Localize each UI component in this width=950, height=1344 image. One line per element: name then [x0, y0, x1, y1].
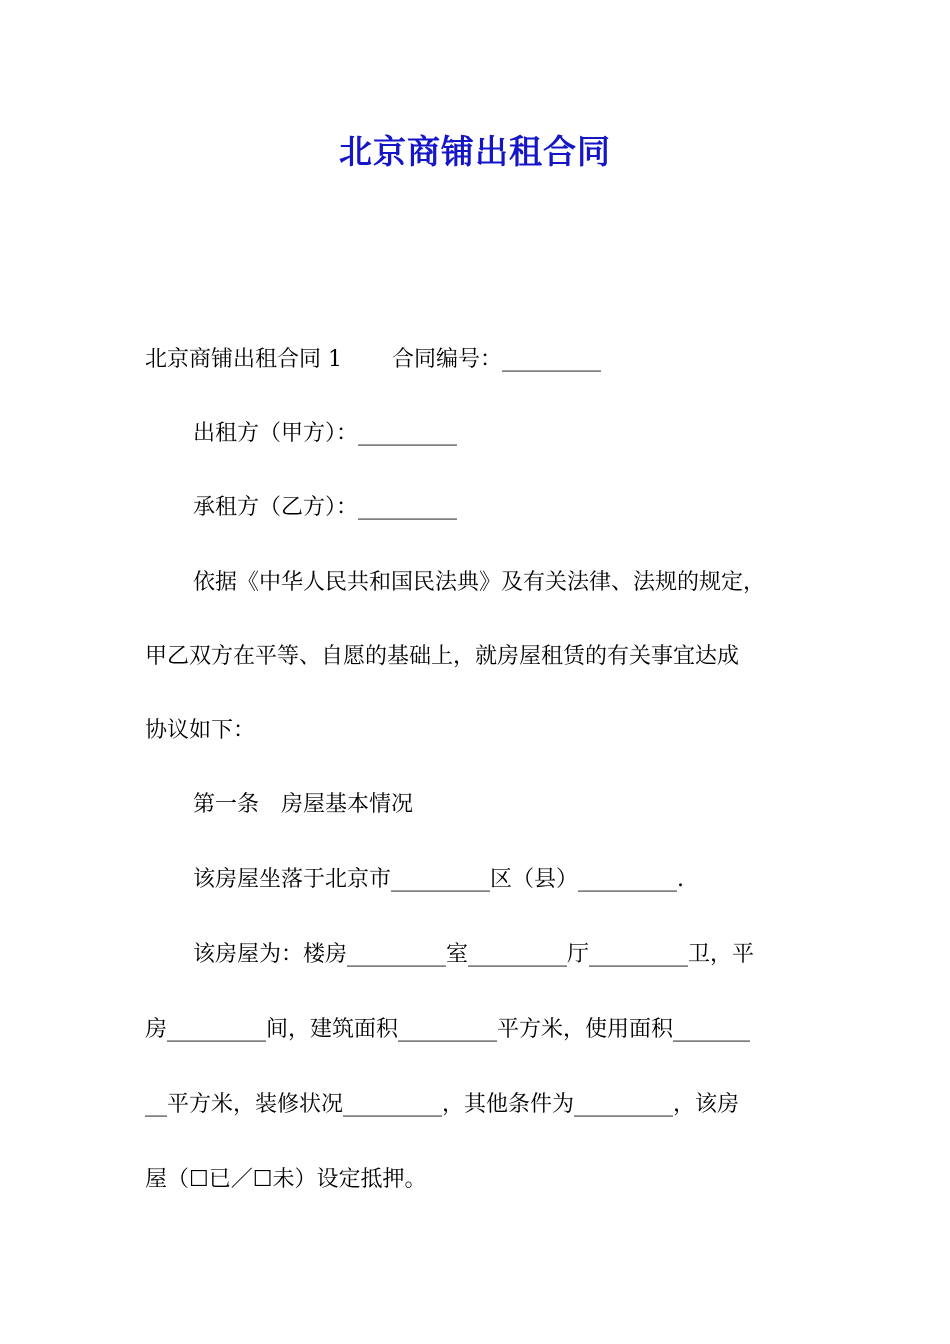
lessee-line: 承租方（乙方）：_________: [193, 495, 458, 520]
preamble-line-3: 协议如下：: [145, 718, 256, 743]
lessor-line: 出租方（甲方）：_________: [193, 421, 458, 446]
contract-number: 合同编号：_________: [392, 347, 602, 372]
article-1-line-5: 屋（☐已／☐未）设定抵押。: [145, 1167, 427, 1192]
preamble-line-2: 甲乙双方在平等、自愿的基础上，就房屋租赁的有关事宜达成: [145, 644, 740, 669]
article-1-line-2: 该房屋为：楼房_________室_________厅_________卫，平: [193, 942, 755, 967]
article-1-line-3: 房_________间，建筑面积_________平方米，使用面积_______: [145, 1017, 751, 1042]
article-1-heading: 第一条 房屋基本情况: [193, 792, 414, 817]
document-title: 北京商铺出租合同: [339, 132, 611, 171]
article-1-line-4: __平方米，装修状况_________，其他条件为_________，该房: [145, 1092, 740, 1117]
header-left: 北京商铺出租合同 1: [145, 347, 342, 372]
header-line: [145, 342, 601, 378]
preamble-line-1: 依据《中华人民共和国民法典》及有关法律、法规的规定，: [193, 570, 766, 595]
article-1-line-1: 该房屋坐落于北京市_________区（县）_________.: [193, 867, 684, 892]
